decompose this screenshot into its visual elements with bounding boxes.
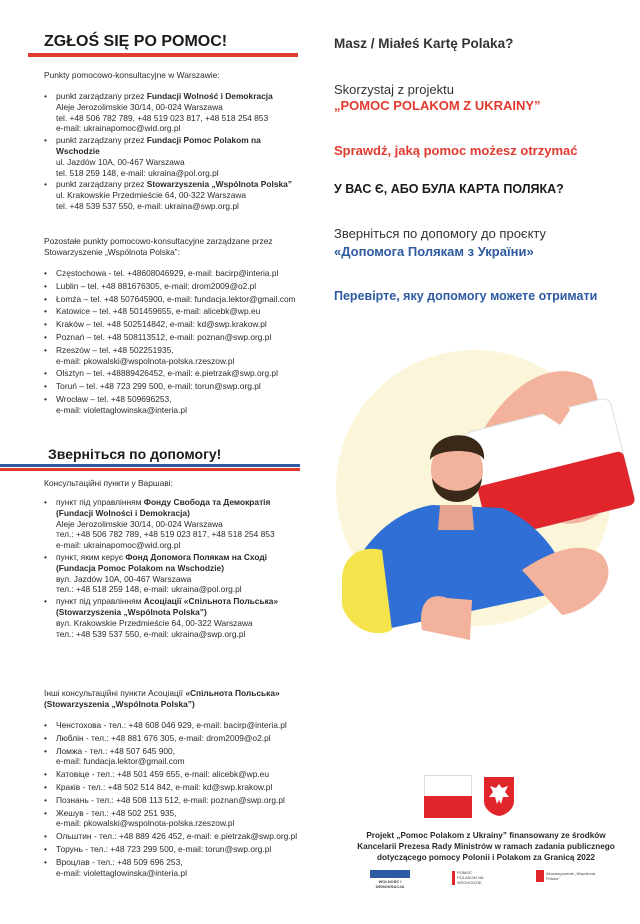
ua-item-detail: вул. Jazdów 10A, 00-467 Warszawa: [56, 573, 192, 584]
pl-item-org: Fundacji Wolność i Demokracja: [146, 91, 273, 101]
pl-item-detail: ul. Jazdów 10A, 00-467 Warszawa: [56, 156, 185, 167]
pl-item-detail: tel. +48 539 537 550, e-mail: ukraina@swp.org.pl: [56, 200, 239, 211]
ua-item-org-alt: (Fundacji Wolności i Demokracja): [56, 507, 190, 518]
pl-others-list: [44, 268, 306, 416]
ua-branch-item: [44, 746, 306, 768]
pl-branch-item: [44, 394, 306, 416]
ua-item-detail: e-mail: ukrainapomoc@wid.org.pl: [56, 540, 181, 551]
use-project-pl: Skorzystaj z projektu: [334, 82, 454, 97]
man-holding-card-illustration: [322, 330, 640, 690]
pl-branch-text: Olsztyn – tel. +48889426452, e-mail: e.pietrzak@swp.org.pl: [56, 368, 278, 379]
ua-item-org: Асоціації «Спільнота Польська»: [143, 596, 279, 607]
ua-branch-item: [44, 808, 306, 830]
pl-branch-text: Poznań – tel. +48 508113512, e-mail: poznan@swp.org.pl: [56, 331, 272, 342]
ua-branch-item: [44, 795, 306, 806]
ua-branch-item: [44, 720, 306, 731]
polish-eagle-emblem: [482, 775, 516, 817]
ua-other-intro-org: «Спільнота Польська» (Stowarzyszenia „Wspólnota Polska”): [44, 688, 280, 709]
left-column: [0, 0, 300, 924]
pl-item-detail: tel. 518 259 148, e-mail: ukraina@pol.org.pl: [56, 167, 219, 178]
check-help-pl: Sprawdź, jaką pomoc możesz otrzymać: [334, 143, 578, 158]
ua-branch-text: Краків - тел.: +48 502 514 842, e-mail: kd@swp.krakow.pl: [56, 781, 273, 792]
question-ua: У ВАС Є, АБО БУЛА КАРТА ПОЛЯКА?: [334, 182, 564, 196]
pl-branch-text: Rzeszów – tel. +48 502251935,: [56, 344, 174, 355]
pl-item-pre: punkt zarządzany przez: [56, 135, 147, 146]
ua-branch-text: Катовіце - тел.: +48 501 459 655, e-mail: alicebk@wp.eu: [56, 769, 269, 780]
pl-item-org: Stowarzyszenia „Wspólnota Polska”: [146, 179, 292, 190]
ua-item: [44, 497, 306, 551]
ua-branch-text: Ченстохова - тел.: +48 608 046 929, e-mail: bacirp@interia.pl: [56, 720, 287, 730]
pl-branch-text: Katowice – tel. +48 501459655, e-mail: alicebk@wp.eu: [56, 306, 261, 317]
pl-branch-text: Częstochowa - tel. +48608046929, e-mail: bacirp@interia.pl: [56, 268, 279, 278]
pl-branch-item: [44, 345, 306, 367]
ua-branch-text: Ломжа - тел.: +48 507 645 900,: [56, 745, 176, 756]
ua-item-detail: тел.: +48 539 537 550, e-mail: ukraina@swp.org.pl: [56, 628, 246, 639]
ua-branch-text: Познань - тел.: +48 508 113 512, e-mail: poznan@swp.org.pl: [56, 794, 285, 805]
ua-item-org-alt: (Fundacja Pomoc Polakom na Wschodzie): [56, 562, 224, 573]
pl-item-detail: tel. +48 506 782 789, +48 519 023 817, +48 518 254 853: [56, 112, 269, 123]
check-help-ua: Перевірте, яку допомогу можете отримати: [334, 289, 598, 303]
ua-item-pre: пункт, яким керує: [56, 551, 126, 562]
pl-item-pre: punkt zarządzany przez: [56, 91, 147, 101]
logo-wid-text: WOLNOŚĆ I DEMOKRACJA: [375, 879, 405, 889]
ua-item-detail: тел.: +48 518 259 148, e-mail: ukraina@pol.org.pl: [56, 584, 242, 595]
ua-item-pre: пункт під управлінням: [56, 596, 144, 607]
ua-warsaw-section: [44, 478, 306, 640]
pl-item-pre: punkt zarządzany przez: [56, 179, 147, 190]
ua-item-org: Фонду Свобода та Демократія: [143, 497, 271, 507]
ua-item-detail: тел.: +48 506 782 789, +48 519 023 817, +48 518 254 853: [56, 529, 275, 540]
ua-branch-text: e-mail: violettaglowinska@interia.pl: [56, 867, 187, 878]
funding-credit: [334, 830, 638, 863]
pl-branch-item: [44, 281, 306, 292]
divider-red: [0, 468, 300, 471]
credit-line-3: dotyczącego pomocy Polonii i Polakom za Granicą 2022: [377, 853, 595, 862]
pl-others-section: [44, 236, 306, 418]
ua-intro: Консультаційні пункти у Варшаві:: [44, 478, 173, 488]
pl-item: [44, 91, 306, 134]
logo-wspolnota-polska: [536, 870, 596, 892]
ua-item-org: Фонд Допомога Полякам на Сході: [125, 551, 267, 562]
ua-branch-text: Ольштин - тел.: +48 889 426 452, e-mail: e.pietrzak@swp.org.pl: [56, 831, 298, 842]
pl-branch-text: e-mail: pkowalski@wspolnota-polska.rzeszow.pl: [56, 355, 235, 366]
ua-others-list: [44, 720, 306, 878]
pl-item-detail: e-mail: ukrainapomoc@wid.org.pl: [56, 123, 181, 134]
flag-poland: [424, 775, 472, 818]
pl-branch-text: Wrocław – tel. +48 509696253,: [56, 393, 172, 404]
heading-ua: Зверніться по допомогу!: [48, 446, 222, 462]
pl-branch-item: [44, 294, 306, 305]
ua-other-intro-text: Інші консультаційні пункти Асоціації: [44, 688, 186, 698]
ua-branch-text: Вроцлав - тел.: +48 509 696 253,: [56, 856, 183, 867]
pl-branch-text: Lublin – tel. +48 881676305, e-mail: drom2009@o2.pl: [56, 280, 257, 291]
pl-branch-text: Kraków – tel. +48 502514842, e-mail: kd@swp.krakow.pl: [56, 319, 267, 330]
pl-item-detail: ul. Krakowskie Przedmieście 64, 00-322 Warszawa: [56, 190, 247, 201]
credit-line-2: Kancelarii Prezesa Rady Ministrów w ramach zadania publicznego: [357, 842, 615, 851]
pl-branch-item: [44, 381, 306, 392]
pl-branch-item: [44, 368, 306, 379]
pl-branch-item: [44, 319, 306, 330]
heading-pl: ZGŁOŚ SIĘ PO POMOC!: [44, 33, 228, 50]
right-column: [322, 0, 640, 924]
ua-branch-item: [44, 844, 306, 855]
pl-branch-text: e-mail: violettaglowinska@interia.pl: [56, 404, 187, 415]
ua-branch-item: [44, 733, 306, 744]
pl-branch-item: [44, 332, 306, 343]
ua-branch-item: [44, 782, 306, 793]
project-name-pl: „POMOC POLAKOM Z UKRAINY”: [334, 98, 541, 113]
ua-branch-item: [44, 769, 306, 780]
ua-branch-text: Жешув - тел.: +48 502 251 935,: [56, 807, 177, 818]
pl-branch-text: Toruń – tel. +48 723 299 500, e-mail: torun@swp.org.pl: [56, 381, 261, 392]
logo-wolnosc-demokracja: [370, 870, 410, 892]
project-name-ua: «Допомога Полякам з України»: [334, 244, 534, 259]
pl-branch-item: [44, 268, 306, 279]
pl-branch-item: [44, 306, 306, 317]
ua-item-pre: пункт під управлінням: [56, 497, 144, 507]
logo-pomoc-polakom: [452, 870, 492, 892]
partner-logos: [370, 870, 600, 896]
pl-item: [44, 179, 306, 211]
ua-warsaw-list: [44, 497, 306, 639]
pl-item: [44, 135, 306, 178]
divider-blue: [0, 464, 300, 467]
heading-pl-underline: [28, 53, 298, 57]
ua-item: [44, 596, 306, 639]
ua-item-org-alt: (Stowarzyszenia „Wspólnota Polska”): [56, 606, 207, 617]
question-pl: Masz / Miałeś Kartę Polaka?: [334, 36, 514, 51]
pl-warsaw-section: [44, 70, 306, 213]
ua-branch-text: e-mail: pkowalski@wspolnota-polska.rzeszow.pl: [56, 818, 235, 829]
ua-branch-text: Люблін - тел.: +48 881 676 305, e-mail: drom2009@o2.pl: [56, 732, 271, 743]
ua-branch-item: [44, 831, 306, 842]
credit-line-1: Projekt „Pomoc Polakom z Ukrainy” finansowany ze środków: [366, 831, 606, 840]
pl-item-detail: Aleje Jerozolimskie 30/14, 00-024 Warszawa: [56, 101, 223, 112]
ua-branch-item: [44, 857, 306, 879]
logo-swp-text: Stowarzyszenie „Wspólnota Polska”: [545, 871, 596, 881]
ua-item-detail: Aleje Jerozolimskie 30/14, 00-024 Warszawa: [56, 518, 223, 529]
ua-other-intro: [44, 688, 306, 710]
pl-intro: Punkty pomocowo-konsultacyjne w Warszawie:: [44, 70, 220, 80]
logo-ppnw-text: POMOC POLAKOM NA WSCHODZIE: [457, 870, 484, 885]
pl-branch-text: Łomża – tel. +48 507645900, e-mail: fundacja.lektor@gmail.com: [56, 293, 296, 304]
ua-branch-text: Торунь - тел.: +48 723 299 500, e-mail: torun@swp.org.pl: [56, 843, 272, 854]
pl-item-org: Fundacji Pomoc Polakom na Wschodzie: [56, 135, 261, 156]
ua-branch-text: e-mail: fundacja.lektor@gmail.com: [56, 756, 185, 767]
pl-warsaw-list: [44, 91, 306, 212]
use-project-ua: Зверніться по допомогу до проєкту: [334, 226, 546, 241]
ua-item: [44, 552, 306, 595]
ua-others-section: [44, 688, 306, 880]
ua-item-detail: вул. Krakowskie Przedmieście 64, 00-322 Warszawa: [56, 617, 253, 628]
pl-other-intro: Pozostałe punkty pomocowo-konsultacyjne zarządzane przez Stowarzyszenie „Wspólnota Polska”:: [44, 236, 273, 257]
